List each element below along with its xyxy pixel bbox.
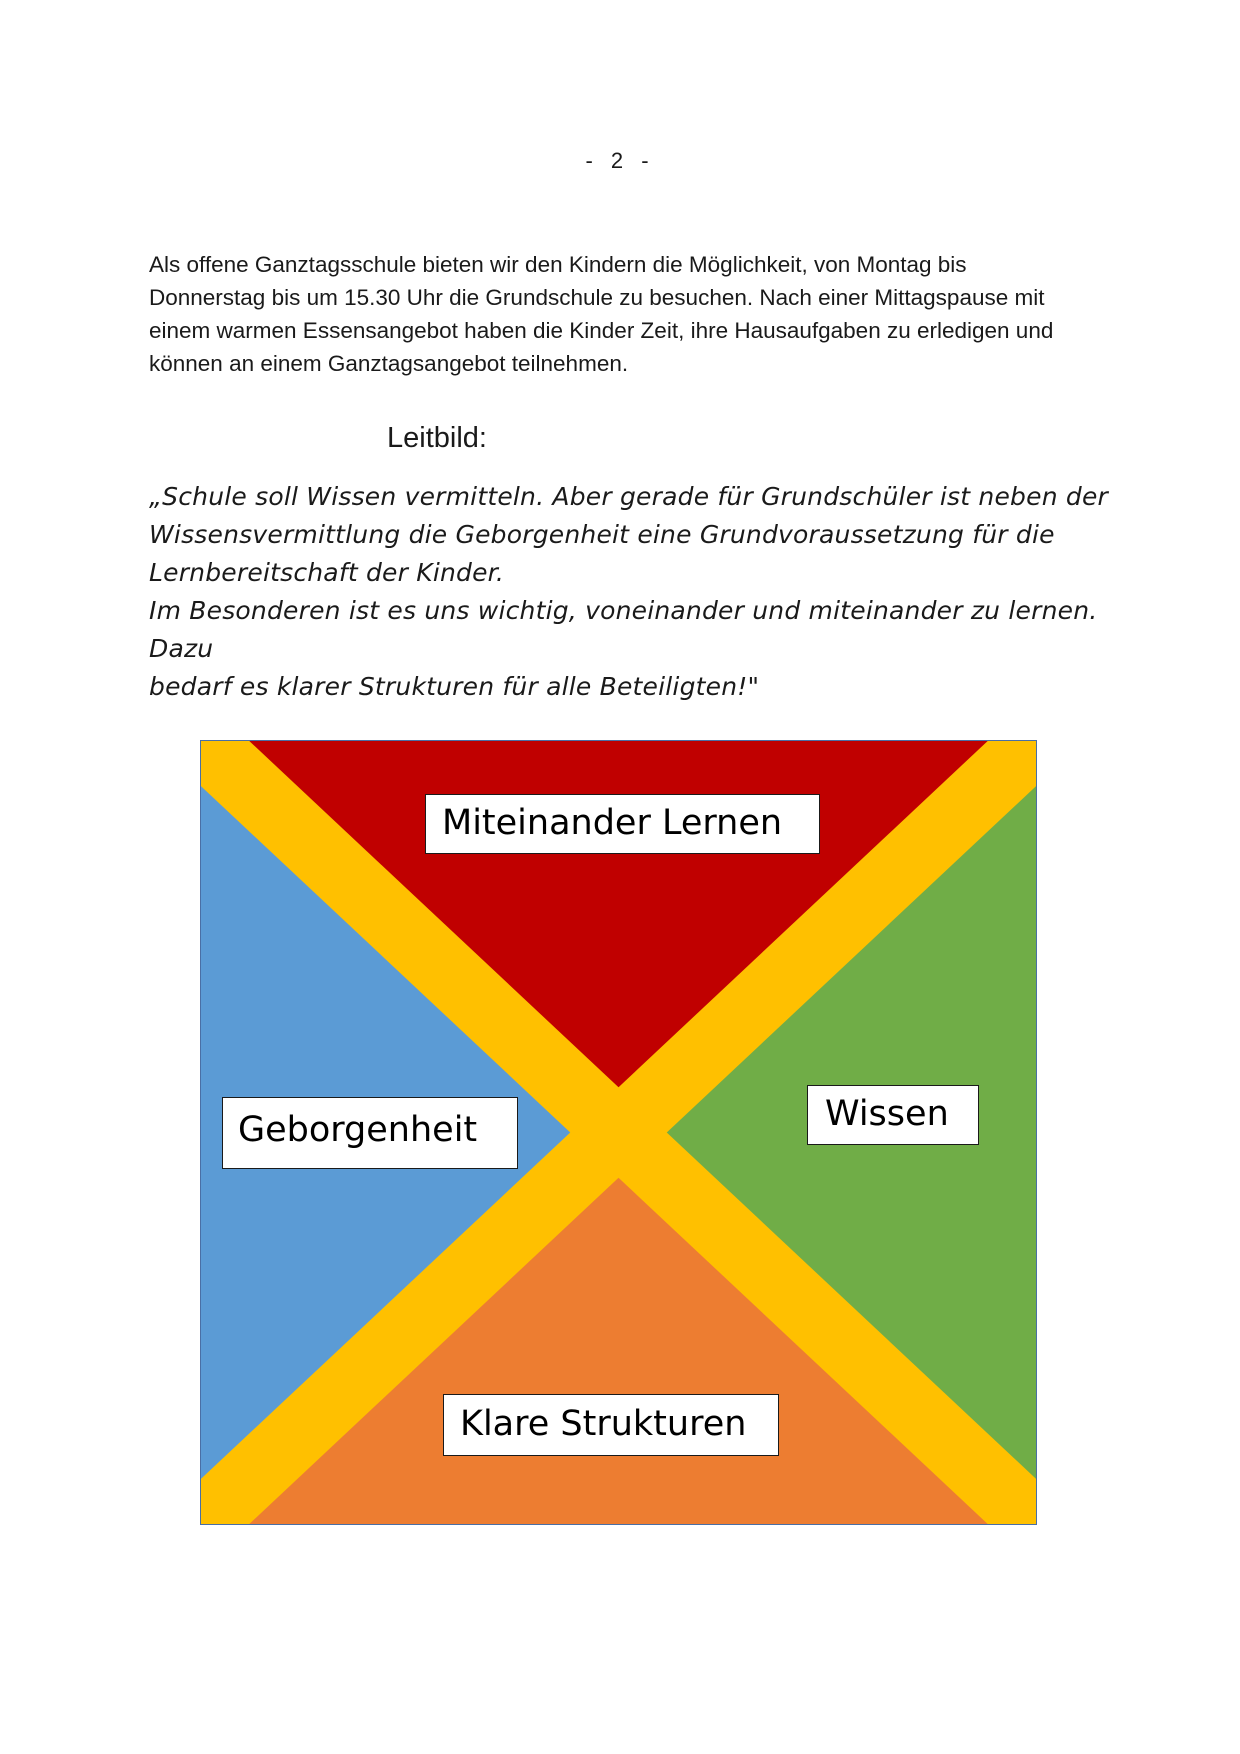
quote-line: Im Besonderen ist es uns wichtig, voneinander und miteinander zu lernen. Dazu — [149, 596, 1098, 663]
leitbild-heading: Leitbild: — [387, 422, 487, 454]
leitbild-quote — [149, 478, 1109, 706]
intro-line: Als offene Ganztagsschule bieten wir den Kindern die Möglichkeit, von Montag bis — [149, 252, 967, 277]
quote-line: Lernbereitschaft der Kinder. — [149, 558, 505, 587]
label-wissen: Wissen — [807, 1085, 979, 1145]
intro-line: Donnerstag bis um 15.30 Uhr die Grundschule zu besuchen. Nach einer Mittagspause mit — [149, 285, 1045, 310]
quote-line: bedarf es klarer Strukturen für alle Beteiligten!" — [149, 672, 760, 701]
page-number: - 2 - — [585, 148, 655, 173]
label-klare-strukturen: Klare Strukturen — [443, 1394, 779, 1456]
intro-line: einem warmen Essensangebot haben die Kinder Zeit, ihre Hausaufgaben zu erledigen und — [149, 318, 1054, 343]
quote-line: Wissensvermittlung die Geborgenheit eine Grundvoraussetzung für die — [149, 520, 1055, 549]
leitbild-diagram — [200, 740, 1037, 1525]
label-miteinander-lernen: Miteinander Lernen — [425, 794, 820, 854]
quote-line: „Schule soll Wissen vermitteln. Aber gerade für Grundschüler ist neben der — [149, 482, 1109, 511]
intro-line: können an einem Ganztagsangebot teilnehmen. — [149, 351, 629, 376]
intro-paragraph — [149, 248, 1109, 380]
label-geborgenheit: Geborgenheit — [222, 1097, 518, 1169]
